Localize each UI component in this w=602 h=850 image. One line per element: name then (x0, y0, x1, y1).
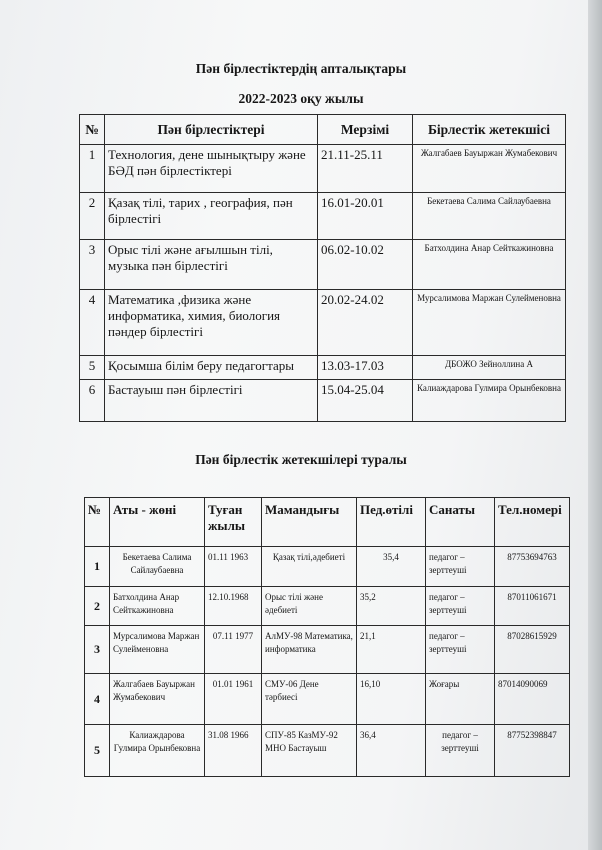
table-row: 2 Батхолдина Анар Сейткажиновна 12.10.1968 Орыс тілі және әдебиеті 35,2 педагог – зерттеуші 87011061671 (85, 587, 570, 626)
table-row: 5 Қосымша білім беру педагогтары 13.03-17.03 ДБОЖО Зейноллина А (80, 356, 566, 380)
table-row: 5 Калиаждарова Гулмира Орынбековна 31.08 1966 СПУ-85 КазМУ-92 МНО Бастауыш 36,4 педагог – зерттеуші 87752398847 (85, 725, 570, 777)
col-name: Аты - жөні (110, 498, 205, 547)
col-birth: Туған жылы (205, 498, 262, 547)
col-leader: Бірлестік жетекшісі (413, 115, 566, 145)
leaders-info-table (84, 497, 570, 777)
table-row: 6 Бастауыш пән бірлестігі 15.04-25.04 Калиаждарова Гулмира Орынбековна (80, 380, 566, 422)
col-number: № (85, 498, 110, 547)
table-row: 2 Қазақ тілі, тарих , география, пән бірлестігі 16.01-20.01 Бекетаева Салима Сайлаубаевна (80, 193, 566, 240)
table-header-row (80, 115, 566, 145)
table-row: 1 Технология, дене шынықтыру және БӘД пән бірлестіктері 21.11-25.11 Жалгабаев Бауыржан Жумабекович (80, 145, 566, 193)
table-row: 3 Мурсалимова Маржан Сулейменовна 07.11 1977 АлМУ-98 Математика, информатика 21,1 педагог – зерттеуші 87028615929 (85, 626, 570, 674)
table-header-row (85, 498, 570, 547)
table-row: 4 Жалгабаев Бауыржан Жумабекович 01.01 1961 СМУ-06 Дене тәрбиесі 16,10 Жоғары 87014090069 (85, 674, 570, 725)
col-specialty: Мамандығы (262, 498, 357, 547)
col-category: Санаты (426, 498, 495, 547)
subject-weeks-table (79, 114, 566, 422)
table-row: 4 Математика ,физика және информатика, химия, биология пәндер бірлестігі 20.02-24.02 Мурсалимова Маржан Сулейменовна (80, 290, 566, 356)
document-heading: Пән бірлестіктердің апталықтары (195, 61, 407, 76)
table-row: 1 Бекетаева Салима Сайлаубаевна 01.11 1963 Қазақ тілі,әдебиеті 35,4 педагог – зерттеуші 87753694763 (85, 547, 570, 587)
col-number: № (80, 115, 105, 145)
section-heading: Пән бірлестік жетекшілері туралы (195, 452, 407, 467)
col-phone: Тел.номері (495, 498, 570, 547)
table-row: 3 Орыс тілі және ағылшын тілі, музыка пән бірлестігі 06.02-10.02 Батхолдина Анар Сейткажиновна (80, 240, 566, 290)
col-association: Пән бірлестіктері (105, 115, 318, 145)
col-dates: Мерзімі (318, 115, 413, 145)
col-experience: Пед.өтілі (357, 498, 426, 547)
academic-year: 2022-2023 оқу жылы (238, 91, 364, 106)
paper-edge-shadow (588, 0, 602, 850)
